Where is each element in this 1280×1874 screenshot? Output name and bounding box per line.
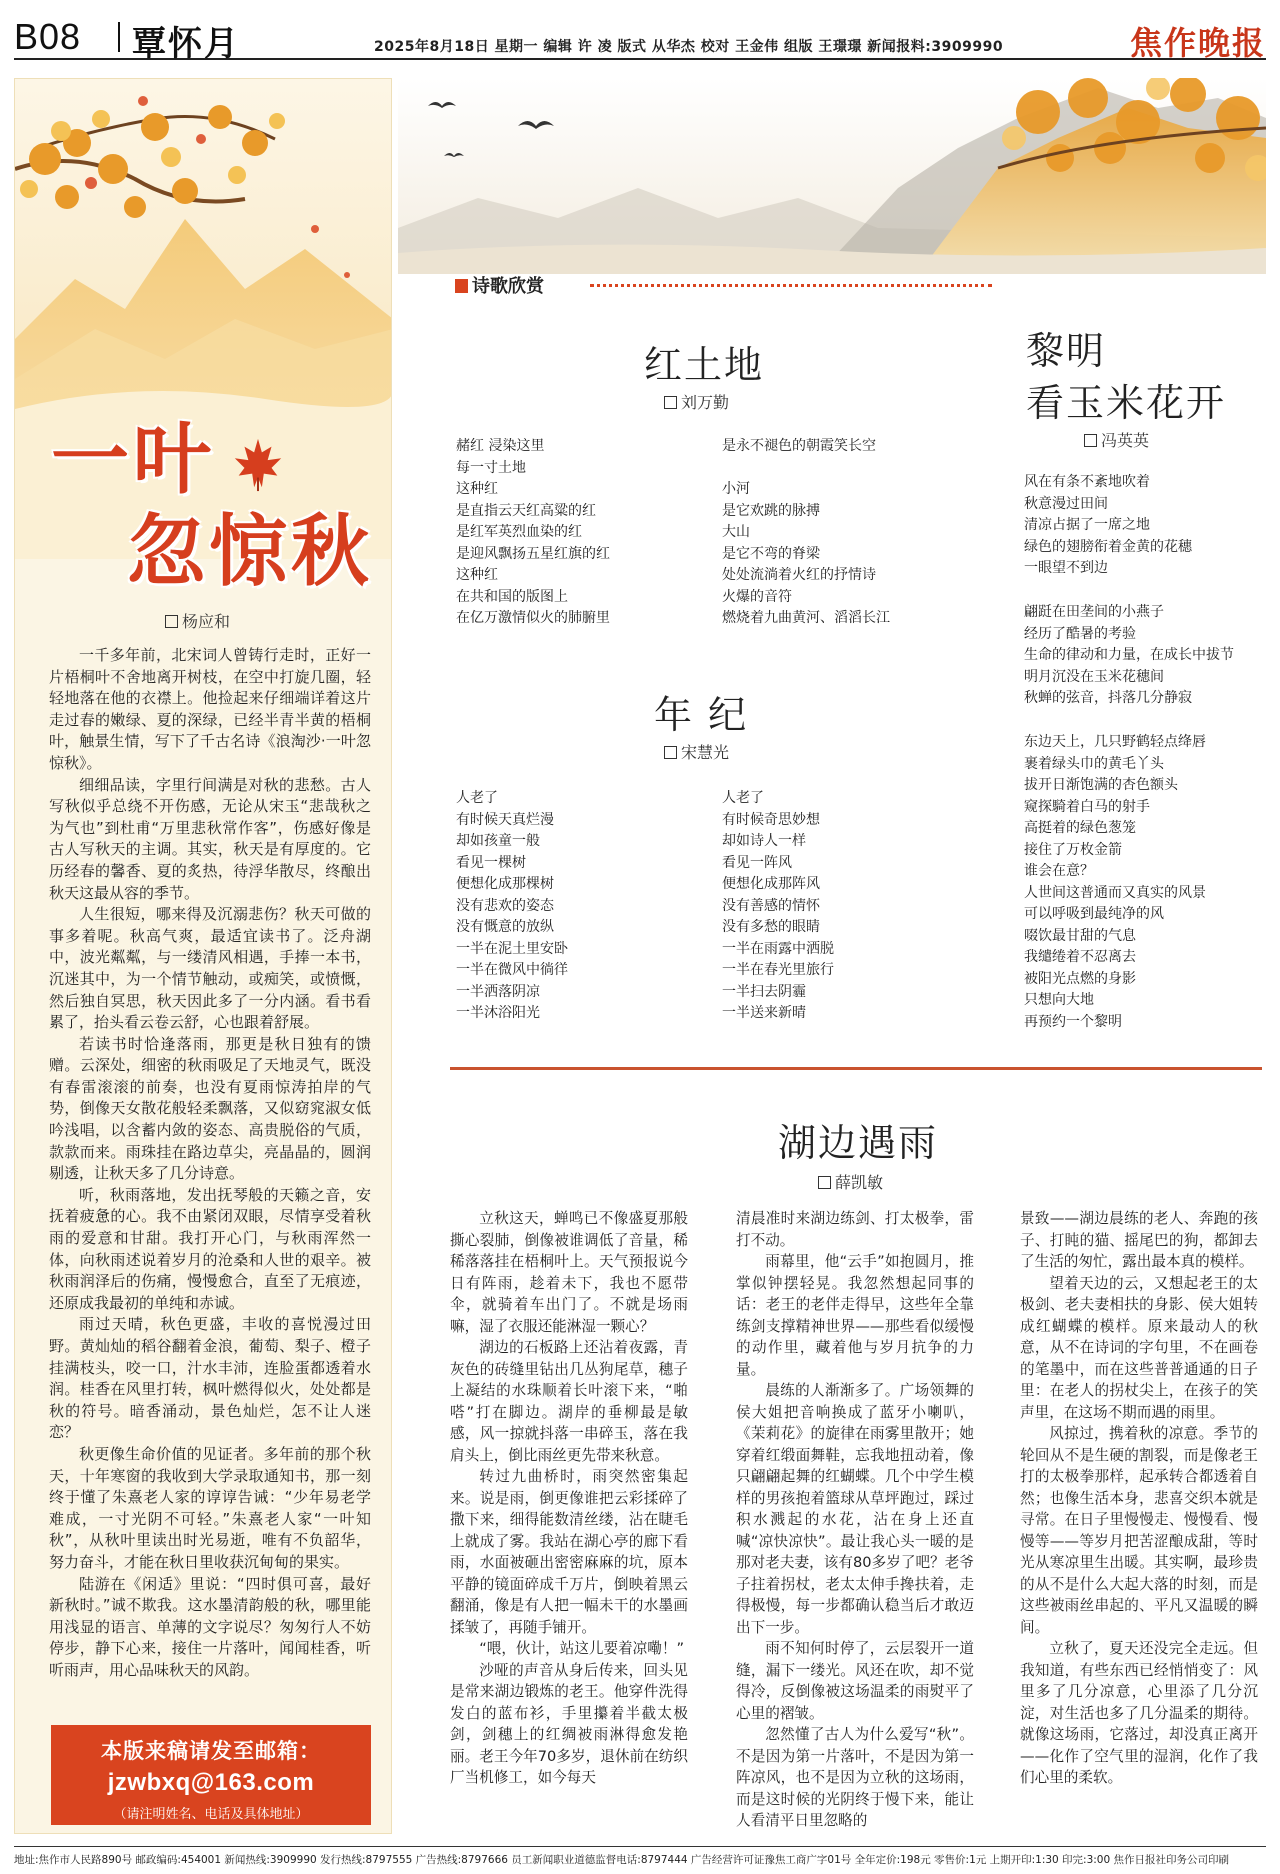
- byline-box-icon: [165, 615, 178, 628]
- ink-landscape-banner: [398, 78, 1266, 274]
- poem-line: 高挺着的绿色葱笼: [1024, 820, 1136, 836]
- story-paragraph: 雨幕里，他“云手”如抱圆月，推掌似钟摆轻晃。我忽然想起同事的话：老王的老伴走得早，这些年全靠练剑支撑精神世界——那些看似缓慢的动作里，藏着他与岁月抗争的力量。: [736, 1253, 974, 1378]
- poem-line: 一半洒落阴凉: [456, 983, 540, 1000]
- essay-paragraph: 听，秋雨落地，发出抚琴般的天籁之音，安抚着疲惫的心。我不由紧闭双眼，尽情享受着秋雨的爱意和甘甜。我打开心门，与秋雨浑然一体，向秋雨述说着岁月的沧桑和人世的艰辛。被秋雨润泽后的伤痛，慢慢愈合，直至了无痕迹，还原成我最初的单纯和赤诚。: [49, 1185, 371, 1312]
- poem-line: 生命的律动和力量，在成长中拔节: [1024, 647, 1234, 663]
- section-name: 覃怀月: [132, 24, 240, 64]
- poem3-title-line2: 看玉米花开: [1026, 381, 1227, 425]
- page-number: B08: [14, 16, 82, 57]
- footer-info: 地址:焦作市人民路890号 邮政编码:454001 新闻热线:3909990 发行热线:8797555 广告热线:8797666 员工新闻职业道德监督电话:8797444 广告经营许可证豫焦工商广字01号 全年定价:198元 零售价:1元 上期开印:1:30 印完:3:00 焦作日报社印务公司印刷: [14, 1846, 1266, 1867]
- poem1-column1: [456, 436, 610, 630]
- poem-line: 这种红: [456, 481, 498, 497]
- submission-note: （请注明姓名、电话及具体地址）: [113, 1807, 309, 1822]
- story-column-2: [736, 1208, 974, 1832]
- poem-line: 谁会在意？: [1024, 863, 1094, 879]
- poem-line: 秋蝉的弦音，抖落几分静寂: [1024, 690, 1192, 706]
- poem-line: 一半在泥土里安卧: [456, 940, 568, 957]
- byline-box-icon: [664, 746, 677, 759]
- essay-paragraph: 雨过天晴，秋色更盛，丰收的喜悦漫过田野。黄灿灿的稻谷翻着金浪，葡萄、梨子、橙子挂满枝头，咬一口，汁水丰沛，连脸蛋都透着水润。桂香在风里打转，枫叶燃得似火，处处都是秋的符号。暗香涌动，景色灿烂，怎不让人迷恋？: [49, 1315, 371, 1442]
- poem-line: 没有悲欢的姿态: [456, 897, 554, 914]
- poem-line: 是红军英烈血染的红: [456, 524, 582, 540]
- poem-line: 东边天上，几只野鹤轻点绛唇: [1024, 734, 1206, 750]
- poem-line: 我缱绻着不忍离去: [1024, 949, 1136, 965]
- poem-line: 看见一棵树: [456, 854, 526, 871]
- section-marker-icon: [455, 279, 468, 293]
- story-paragraph: 风掠过，携着秋的凉意。季节的轮回从不是生硬的割裂，而是像老王打的太极拳那样，起承转合都透着自然；也像生活本身，悲喜交织本就是寻常。在日子里慢慢走、慢慢看、慢慢等——等岁月把苦涩酿成甜，等时光从寒凉里生出暖。其实啊，最珍贵的从不是什么大起大落的时刻，而是这些被雨丝串起的、平凡又温暖的瞬间。: [1020, 1425, 1258, 1636]
- story-paragraph: 沙哑的声音从身后传来，回头见是常来湖边锻炼的老王。他穿件洗得发白的蓝布衫，手里攥着半截太极剑，剑穗上的红绸被雨淋得愈发艳丽。老王今年70多岁，退休前在纺织厂当机修工，如今每天: [450, 1661, 688, 1786]
- essay-title-line1: 一叶: [51, 415, 216, 505]
- poem-line: 燃烧着九曲黄河、滔滔长江: [722, 610, 890, 626]
- poem-line: 秋意漫过田间: [1024, 495, 1108, 512]
- poem-line: 没有慨意的放纵: [456, 919, 554, 935]
- submission-title: 本版来稿请发至邮箱：: [101, 1739, 321, 1763]
- poetry-section-label: [455, 272, 544, 298]
- poem-line: 裹着绿头巾的黄毛丫头: [1024, 755, 1164, 772]
- essay-paragraph: 陆游在《闲适》里说：“四时俱可喜，最好新秋时。”诚不欺我。这水墨清韵般的秋，哪里能用浅显的语言、单薄的文字说尽？匆匆行人不妨停步，静下心来，接住一片落叶，闻闻桂香，听听雨声，用心品味秋天的风韵。: [49, 1574, 371, 1679]
- poem-line: 每一寸土地: [456, 459, 526, 476]
- poem-line: 被阳光点燃的身影: [1024, 970, 1136, 987]
- poem-line: 看见一阵风: [722, 854, 792, 871]
- poem-line: 没有多愁的眼睛: [722, 919, 820, 935]
- story-paragraph: 晨练的人渐渐多了。广场领舞的侯大姐把音响换成了蓝牙小喇叭，《茉莉花》的旋律在雨雾里散开；她穿着红缎面舞鞋，忘我地扭动着，像只翩翩起舞的红蝴蝶。几个中学生模样的男孩抱着篮球从草坪跑过，踩过积水溅起的水花，沾在身上还直喊“凉快凉快”。最让我心头一暖的是那对老夫妻，该有80多岁了吧？老爷子拄着拐杖，老太太伸手搀扶着，走得极慢，每一步都确认稳当后才敢迈出下一步。: [736, 1382, 974, 1636]
- poem-line: 是它欢跳的脉搏: [722, 502, 820, 519]
- poem-line: 翩跹在田垄间的小燕子: [1024, 604, 1164, 620]
- story-column-3: [1020, 1208, 1258, 1789]
- byline-box-icon: [664, 396, 677, 409]
- section-dotted-rule: [590, 284, 992, 287]
- story-paragraph: 立秋这天，蝉鸣已不像盛夏那般撕心裂肺，倒像被谁调低了音量，稀稀落落挂在梧桐叶上。天气预报说今日有阵雨，趁着未下，我也不愿带伞，就骑着车出门了。不就是场雨嘛，湿了衣服还能淋湿一颗心？: [450, 1210, 688, 1335]
- poem-line: 人世间这普通而又真实的风景: [1024, 884, 1206, 901]
- poem-line: [722, 458, 890, 480]
- poem3-byline: [1084, 428, 1149, 451]
- poem3-stanza3: [1024, 732, 1206, 1033]
- poem-line: 明月沉没在玉米花穗间: [1024, 668, 1164, 685]
- poem3-stanza2: [1024, 602, 1234, 710]
- story-column-1: [450, 1208, 688, 1789]
- poem2-column2: [722, 788, 834, 1025]
- poem-line: 经历了酷暑的考验: [1024, 625, 1136, 642]
- poem-line: 可以呼吸到最纯净的风: [1024, 906, 1164, 922]
- poem-line: 接住了万枚金箭: [1024, 841, 1122, 858]
- poem-line: 有时候天真烂漫: [456, 811, 554, 828]
- masthead: [14, 14, 1266, 64]
- poem-line: 有时候奇思妙想: [722, 811, 820, 828]
- story-paragraph: 忽然懂了古人为什么爱写“秋”。不是因为第一片落叶，不是因为第一阵凉风，也不是因为立秋的这场雨，而是这时候的光阴终于慢下来，能让人看清平日里忽略的: [736, 1726, 974, 1829]
- essay-byline: [165, 609, 230, 632]
- poem-line: 啜饮最甘甜的气息: [1024, 927, 1136, 944]
- poem-line: 是迎风飘扬五星红旗的红: [456, 545, 610, 562]
- poem1-byline: [664, 390, 729, 413]
- story-paragraph: 清晨准时来湖边练剑、打太极拳，雷打不动。: [736, 1210, 974, 1249]
- story-paragraph: “喂，伙计，站这儿要着凉嘞！”: [479, 1640, 685, 1657]
- poem-line: 清凉占据了一席之地: [1024, 517, 1150, 533]
- left-essay-panel: [14, 78, 392, 1834]
- story-paragraph: 立秋了，夏天还没完全走远。但我知道，有些东西已经悄悄变了：风里多了几分凉意，心里添了几分沉淀，对生活也多了几分温柔的期待。就像这场雨，它落过，却没真正离开——化作了空气里的湿润，化作了我们心里的柔软。: [1020, 1640, 1258, 1786]
- poem-line: 火爆的音符: [722, 588, 792, 605]
- poem-line: 人老了: [722, 790, 764, 806]
- newspaper-brand: 焦作晚报: [1129, 24, 1266, 62]
- essay-paragraph: 细细品读，字里行间满是对秋的悲愁。古人写秋似乎总绕不开伤感，无论从宋玉“悲哉秋之为气也”到杜甫“万里悲秋常作客”，伤感好像是古人写秋天的主调。其实，秋天是有厚度的。它历经春的馨香、夏的炙热，待浮华散尽，终酿出秋天这最从容的季节。: [49, 775, 371, 902]
- poetry-label-text: 诗歌欣赏: [472, 276, 544, 297]
- poem-line: 是直指云天红高粱的红: [456, 502, 596, 519]
- essay-paragraph: 一千多年前，北宋词人曾铸行走时，正好一片梧桐叶不舍地离开树枝，在空中打旋几圈，轻轻地落在他的衣襟上。他捡起来仔细端详着这片走过春的嫩绿、夏的深绿，已经半青半黄的梧桐叶，触景生情，写下了千古名诗《浪淘沙·一叶忽惊秋》。: [49, 646, 371, 772]
- poem-line: 人老了: [456, 790, 498, 806]
- essay-paragraph: 人生很短，哪来得及沉溺悲伤？秋天可做的事多着呢。秋高气爽，最适宜读书了。泛舟湖中，波光粼粼，与一缕清风相遇，手捧一本书，沉迷其中，为一个情节触动，或痴笑，或愤慨，然后独自冥思，秋天因此多了一分内涵。看书看累了，抬头看云卷云舒，心也跟着舒展。: [49, 905, 371, 1032]
- poem-line: 拔开日渐饱满的杏色额头: [1024, 777, 1178, 793]
- story-paragraph: 景致——湖边晨练的老人、奔跑的孩子、打盹的猫、摇尾巴的狗，都卸去了生活的匆忙，露出最本真的模样。: [1020, 1210, 1258, 1270]
- poem-line: 却如诗人一样: [722, 833, 806, 849]
- poem3-author: 冯英英: [1101, 431, 1150, 450]
- byline-box-icon: [1084, 434, 1097, 447]
- story-paragraph: 望着天边的云，又想起老王的太极剑、老夫妻相扶的身影、侯大姐转成红蝴蝶的模样。原来最动人的秋意，从不在诗词的字句里，不在画卷的笔墨中，而在这些普普通通的日子里：在老人的拐杖尖上，在孩子的笑声里，在这场不期而遇的雨里。: [1020, 1274, 1258, 1421]
- poem2-author: 宋慧光: [681, 743, 730, 762]
- poem-line: 在共和国的版图上: [456, 588, 568, 605]
- poem3-title-line1: 黎明: [1026, 329, 1107, 373]
- poem-line: 这种红: [456, 567, 498, 583]
- poem-line: 一眼望不到边: [1024, 560, 1108, 576]
- essay-paragraph: 若读书时恰逢落雨，那更是秋日独有的馈赠。云深处，细密的秋雨吸足了天地灵气，既没有春雷滚滚的前奏，也没有夏雨惊涛拍岸的气势，倒像天女散花般轻柔飘落，又似窈窕淑女低吟浅唱，以含蓄内敛的姿态、高贵脱俗的气质，款款而来。雨珠挂在路边草尖，亮晶晶的，圆润剔透，让秋天多了几分诗意。: [49, 1034, 371, 1183]
- essay-paragraph: 秋更像生命价值的见证者。多年前的那个秋天，十年寒窗的我收到大学录取通知书，那一刻终于懂了朱熹老人家的谆谆告诫：“少年易老学难成，一寸光阴不可轻。”朱熹老人家“一叶知秋”，从秋叶里读出时光易逝，唯有不负韶华，努力奋斗，才能在秋日里收获沉甸甸的果实。: [49, 1444, 371, 1571]
- header-separator: [118, 22, 120, 52]
- poem-line: 一半沐浴阳光: [456, 1005, 540, 1021]
- header-meta: 2025年8月18日 星期一 编辑 许 凌 版式 从华杰 校对 王金伟 组版 王璟璟 新闻报料:3909990: [374, 39, 1004, 55]
- poem-line: 在亿万激情似火的肺腑里: [456, 610, 610, 626]
- poem-line: 一半扫去阴霾: [722, 983, 806, 1000]
- story-paragraph: 雨不知何时停了，云层裂开一道缝，漏下一缕光。风还在吹，却不觉得冷，反倒像被这场温柔的雨熨平了心里的褶皱。: [736, 1640, 974, 1722]
- essay-body: [49, 645, 371, 1682]
- poem1-column2: [722, 436, 890, 630]
- submission-notice: [51, 1725, 371, 1825]
- story-author: 薛凯敏: [835, 1173, 884, 1192]
- poem-line: 大山: [722, 524, 750, 540]
- poem-line: 没有善感的情怀: [722, 897, 820, 914]
- poem2-byline: [664, 740, 729, 763]
- submission-email[interactable]: jzwbxq@163.com: [107, 1769, 315, 1796]
- essay-author: 杨应和: [182, 612, 231, 631]
- poem-line: 绿色的翅膀衔着金黄的花穗: [1024, 538, 1192, 555]
- section-divider: [450, 1067, 1262, 1070]
- poem-line: 只想向大地: [1024, 992, 1094, 1008]
- poem-line: 便想化成那阵风: [722, 876, 820, 892]
- poem-line: 一半送来新晴: [722, 1005, 806, 1021]
- story-title: 湖边遇雨: [778, 1121, 939, 1165]
- poem-line: 一半在春光里旅行: [722, 962, 834, 978]
- story-paragraph: 转过九曲桥时，雨突然密集起来。说是雨，倒更像谁把云彩揉碎了撒下来，细得能数清丝缕，沾在睫毛上就成了雾。我站在湖心亭的廊下看雨，水面被砸出密密麻麻的坑，原本平静的镜面碎成千万片，倒映着黑云翻涌，像是有人把一幅未干的水墨画揉皱了，再随手铺开。: [450, 1468, 688, 1636]
- poem-line: 小河: [722, 481, 750, 497]
- poem-line: 一半在雨露中洒脱: [722, 940, 834, 957]
- essay-title-line2: 忽惊秋: [127, 507, 374, 597]
- poem1-author: 刘万勤: [681, 393, 730, 412]
- poem-line: 一半在微风中徜徉: [456, 962, 568, 978]
- poem-line: 再预约一个黎明: [1024, 1013, 1122, 1030]
- story-paragraph: 湖边的石板路上还沾着夜露，青灰色的砖缝里钻出几丛狗尾草，穗子上凝结的水珠顺着长叶滚下来，“啪嗒”打在脚边。湖岸的垂柳最是敏感，风一掠就抖落一串碎玉，落在我肩头上，倒比雨丝更先带来秋意。: [450, 1339, 688, 1464]
- poem2-title: 年 纪: [654, 693, 749, 737]
- poem-line: 便想化成那棵树: [456, 876, 554, 892]
- maple-leaf-icon: [229, 435, 287, 493]
- poem-line: 是永不褪色的朝霞笑长空: [722, 438, 876, 454]
- poem-line: 窥探騎着白马的射手: [1024, 798, 1150, 815]
- byline-box-icon: [818, 1176, 831, 1189]
- poem-line: 是它不弯的脊梁: [722, 545, 820, 562]
- poem1-title: 红土地: [644, 343, 765, 387]
- poem3-stanza1: [1024, 472, 1192, 580]
- story-byline: [818, 1170, 883, 1193]
- poem-line: 赭红 浸染这里: [456, 438, 545, 454]
- poem-line: 风在有条不紊地吹着: [1024, 474, 1150, 490]
- poem-line: 处处流淌着火红的抒情诗: [722, 567, 876, 583]
- poem2-column1: [456, 788, 568, 1025]
- poem-line: 却如孩童一般: [456, 833, 540, 849]
